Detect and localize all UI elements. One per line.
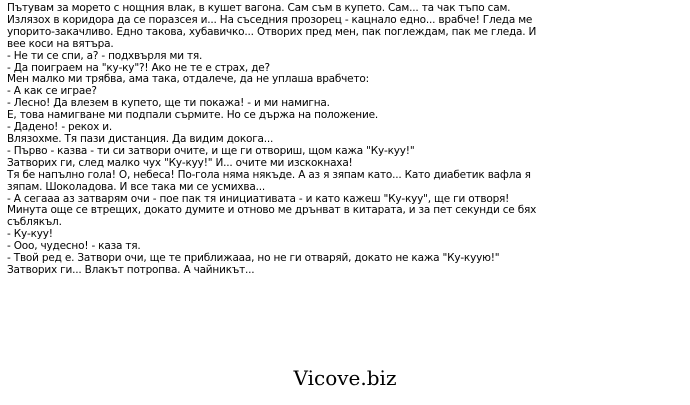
joke-text: [7, 3, 683, 277]
text-line: Минута още се втрещих, докато думите и отново ме дрънват в китарата, и за пет секунди се бях: [7, 204, 537, 217]
text-line: - Ку-куу!: [7, 228, 53, 241]
text-line: - Твой ред е. Затвори очи, ще те приближааа, но не ги отваряй, докато не кажа "Ку-куую!": [7, 252, 500, 265]
text-line: Затворих ги, след малко чух "Ку-куу!" И... очите ми изскокнаха!: [7, 156, 353, 169]
text-line: Влязохме. Тя пази дистанция. Да видим докога...: [7, 132, 274, 145]
text-line: Пътувам за морето с нощния влак, в кушет вагона. Сам съм в купето. Сам... та чак тъпо сам.: [7, 2, 511, 14]
text-line: съблякъл.: [7, 216, 62, 229]
text-line: - А как се играе?: [7, 85, 97, 98]
text-line: Затворих ги... Влакът потропва. А чайникът...: [7, 263, 255, 276]
text-line: - Не ти се спи, а? - подхвърля ми тя.: [7, 49, 203, 62]
text-line: упорито-закачливо. Едно такова, хубавичко... Отворих пред мен, пак поглеждам, пак ме гледа. И: [7, 25, 537, 38]
text-line: - А сегааа аз затварям очи - пое пак тя инициативата - и като кажеш "Ку-куу", ще ги отворя!: [7, 192, 510, 205]
text-line: Е, това намигване ми подпали сърмите. Но се държа на положение.: [7, 109, 378, 122]
site-watermark: Vicove.biz: [293, 366, 397, 390]
text-line: - Ооо, чудесно! - каза тя.: [7, 240, 141, 253]
text-line: Тя бе напълно гола! О, небеса! По-гола няма някъде. А аз я зяпам като... Като диабетик вафла я: [7, 168, 531, 181]
text-line: - Първо - казва - ти си затвори очите, и ще ги отвориш, щом кажа "Ку-куу!": [7, 144, 415, 157]
text-line: - Дадено! - рекох и.: [7, 121, 113, 134]
text-line: Мен малко ми трябва, ама така, отдалече, да не уплаша врабчето:: [7, 73, 369, 86]
text-line: - Лесно! Да влезем в купето, ще ти покажа! - и ми намигна.: [7, 97, 330, 110]
text-line: Излязох в коридора да се поразсея и... На съседния прозорец - кацнало едно... врабче! Гледа ме: [7, 13, 533, 26]
text-line: - Да поиграем на "ку-ку"?! Ако не те е страх, де?: [7, 61, 270, 74]
text-line: вее коси на вятъра.: [7, 37, 114, 50]
text-line: зяпам. Шоколадова. И все така ми се усмихва...: [7, 180, 265, 193]
